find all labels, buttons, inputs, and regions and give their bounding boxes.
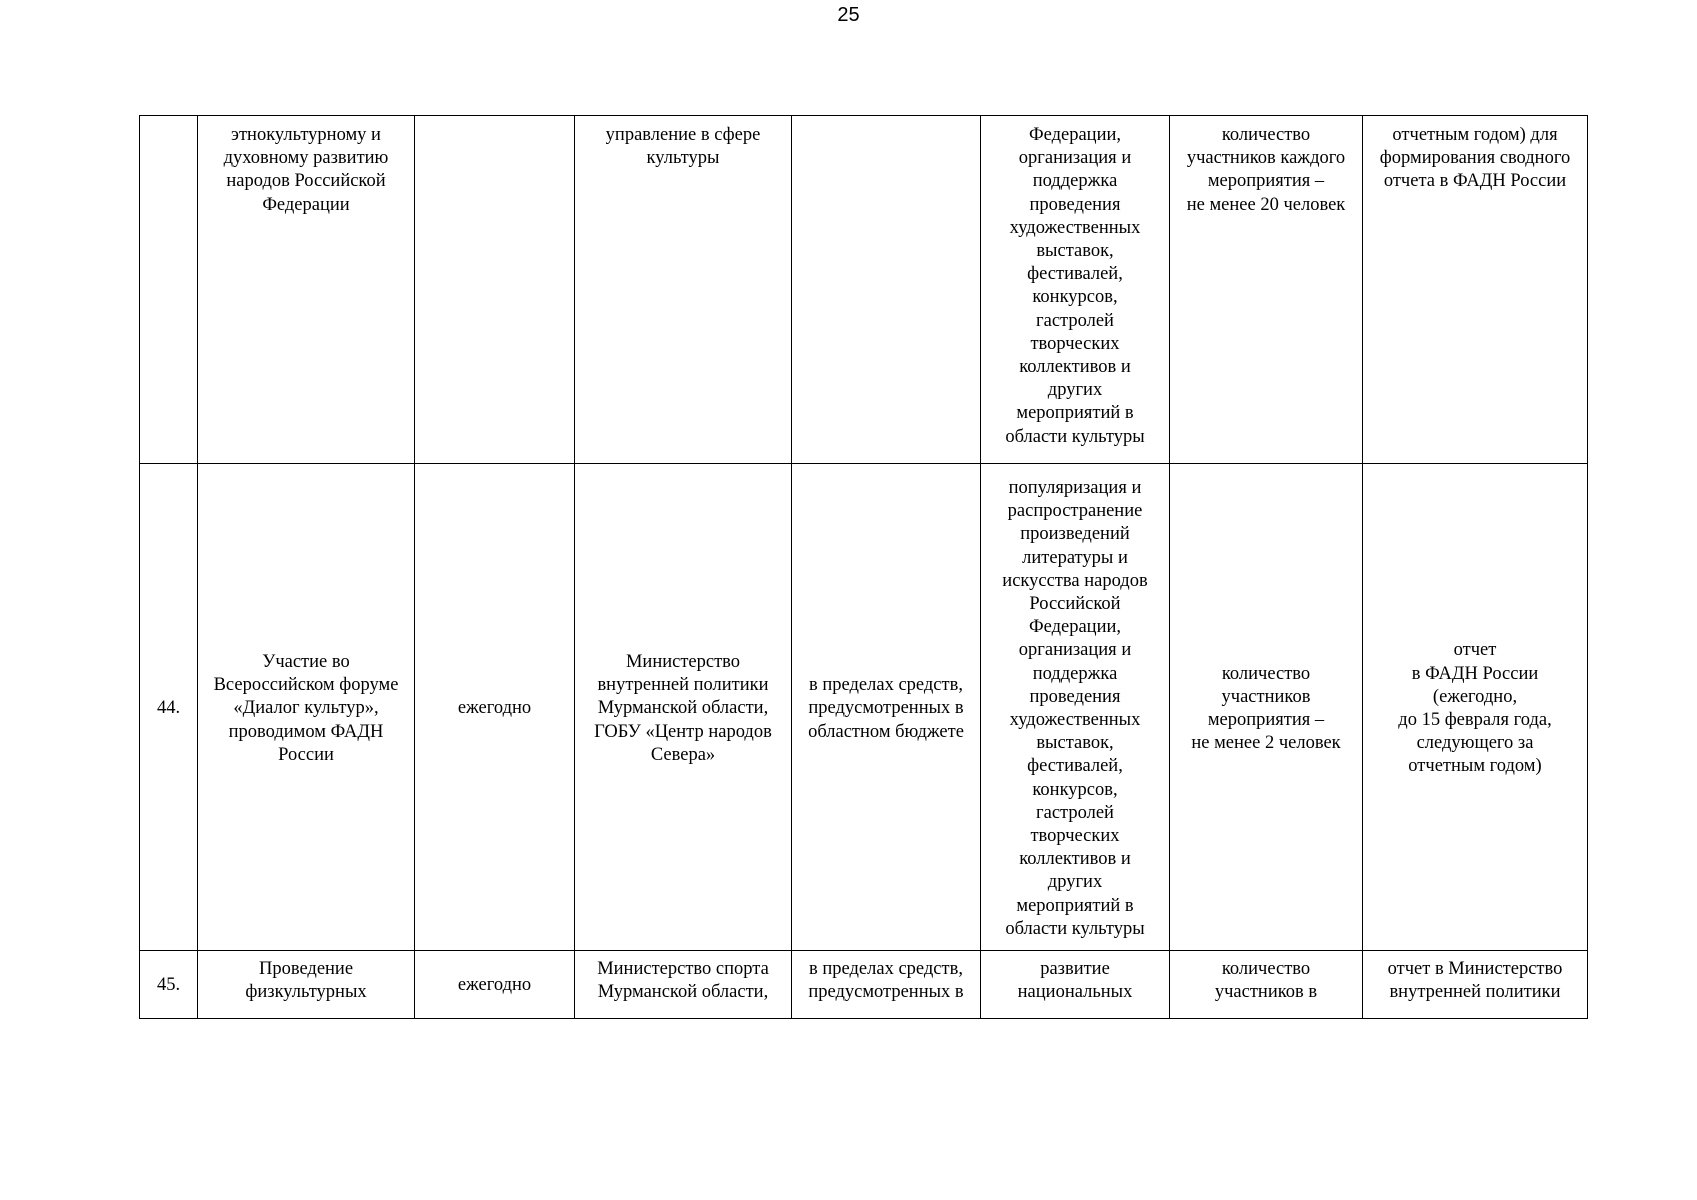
cell-indicator: количество участников каждого мероприятия – не менее 20 человек <box>1170 116 1363 464</box>
cell-event: Проведение физкультурных <box>198 951 415 1019</box>
cell-number: 45. <box>140 951 198 1019</box>
plan-table <box>139 115 1588 1019</box>
cell-event: Участие во Всероссийском форуме «Диалог культур», проводимом ФАДН России <box>198 464 415 951</box>
cell-number: 44. <box>140 464 198 951</box>
cell-result: популяризация и распространение произведений литературы и искусства народов Российской Федерации, организация и поддержка проведения художественных выставок, фестивалей, конкурсов, гастролей творческих коллективов и других мероприятий в области культуры <box>981 464 1170 951</box>
cell-funding <box>792 116 981 464</box>
cell-indicator: количество участников в <box>1170 951 1363 1019</box>
cell-number <box>140 116 198 464</box>
cell-period <box>415 116 575 464</box>
cell-executor: Министерство внутренней политики Мурманской области, ГОБУ «Центр народов Севера» <box>575 464 792 951</box>
cell-event: этнокультурному и духовному развитию народов Российской Федерации <box>198 116 415 464</box>
cell-result: развитие национальных <box>981 951 1170 1019</box>
cell-report: отчет в Министерство внутренней политики <box>1363 951 1588 1019</box>
cell-funding: в пределах средств, предусмотренных в <box>792 951 981 1019</box>
cell-executor: управление в сфере культуры <box>575 116 792 464</box>
table-row <box>140 951 1588 1019</box>
table-row <box>140 464 1588 951</box>
cell-result: Федерации, организация и поддержка проведения художественных выставок, фестивалей, конкурсов, гастролей творческих коллективов и других мероприятий в области культуры <box>981 116 1170 464</box>
cell-executor: Министерство спорта Мурманской области, <box>575 951 792 1019</box>
table-row <box>140 116 1588 464</box>
page-number: 25 <box>837 4 860 26</box>
cell-funding: в пределах средств, предусмотренных в областном бюджете <box>792 464 981 951</box>
cell-period: ежегодно <box>415 951 575 1019</box>
cell-report: отчетным годом) для формирования сводного отчета в ФАДН России <box>1363 116 1588 464</box>
cell-indicator: количество участников мероприятия – не менее 2 человек <box>1170 464 1363 951</box>
cell-period: ежегодно <box>415 464 575 951</box>
cell-report: отчет в ФАДН России (ежегодно, до 15 февраля года, следующего за отчетным годом) <box>1363 464 1588 951</box>
